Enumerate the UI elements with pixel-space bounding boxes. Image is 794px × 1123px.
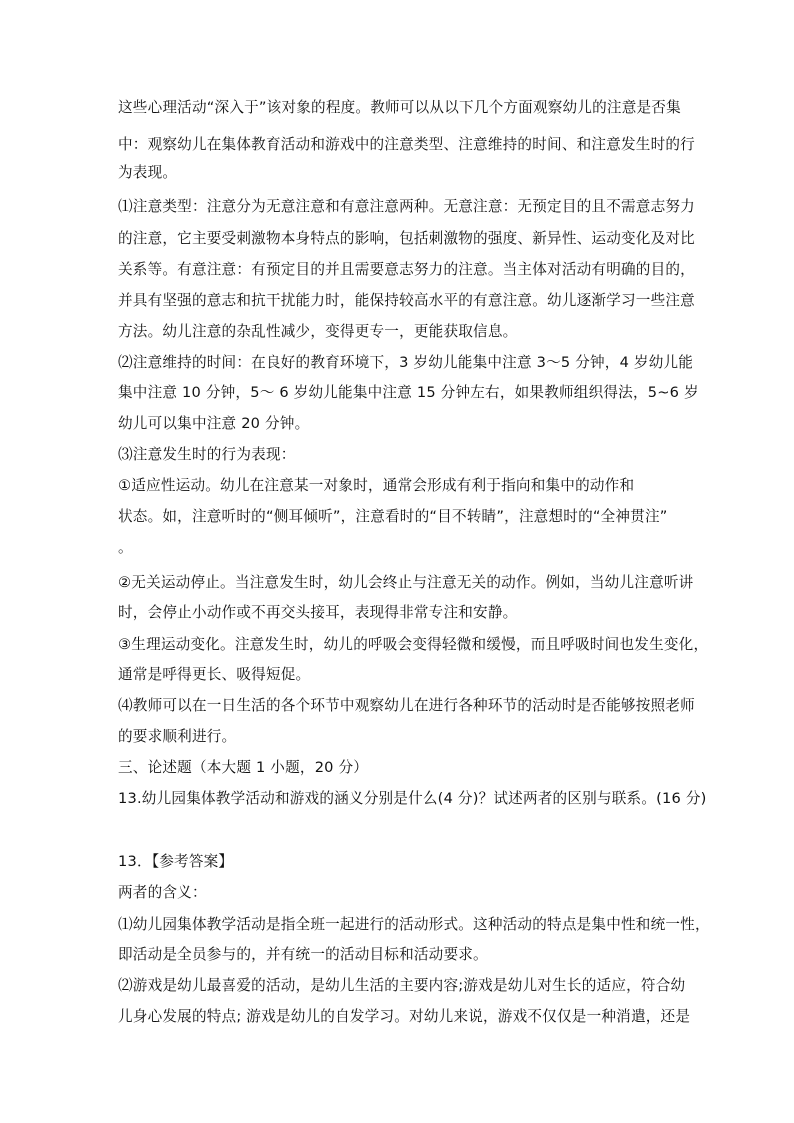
text-line: 即活动是全员参与的，并有统一的活动目标和活动要求。 bbox=[118, 946, 488, 963]
text-line: 的要求顺利进行。 bbox=[118, 728, 237, 745]
text-line: ⑵游戏是幼儿最喜爱的活动，是幼儿生活的主要内容;游戏是幼儿对生长的适应，符合幼 bbox=[118, 977, 686, 994]
text-line: 时，会停止小动作或不再交头接耳，表现得非常专注和安静。 bbox=[118, 604, 518, 621]
text-line: 。 bbox=[118, 539, 133, 556]
text-line: ③生理运动变化。注意发生时，幼儿的呼吸会变得轻微和缓慢，而且呼吸时间也发生变化， bbox=[118, 636, 709, 653]
text-line: 这些心理活动“深入于”该对象的程度。教师可以从以下几个方面观察幼儿的注意是否集 bbox=[118, 99, 681, 116]
text-line: 方法。幼儿注意的杂乱性减少，变得更专一，更能获取信息。 bbox=[118, 323, 518, 340]
text-line: 关系等。有意注意：有预定目的并且需要意志努力的注意。当主体对活动有明确的目的， bbox=[118, 261, 695, 278]
question-text: 13.幼儿园集体教学活动和游戏的涵义分别是什么(4 分)？试述两者的区别与联系。(16 分) bbox=[118, 790, 707, 807]
text-line: ⑵注意维持的时间：在良好的教育环境下，3 岁幼儿能集中注意 3～5 分钟，4 岁幼儿能 bbox=[118, 354, 694, 371]
text-line: 为表现。 bbox=[118, 164, 178, 181]
text-line: 集中注意 10 分钟，5～ 6 岁幼儿能集中注意 15 分钟左右，如果教师组织得法，5~6 岁 bbox=[118, 384, 699, 401]
text-line: 状态。如，注意听时的“侧耳倾听”，注意看时的“目不转睛”，注意想时的“全神贯注” bbox=[118, 508, 668, 525]
text-line: ⑴注意类型：注意分为无意注意和有意注意两种。无意注意：无预定目的且不需意志努力 bbox=[118, 198, 695, 215]
answer-heading: 13．【参考答案】 bbox=[118, 853, 234, 870]
text-line: 幼儿可以集中注意 20 分钟。 bbox=[118, 415, 310, 432]
text-line: 通常是呼得更长、吸得短促。 bbox=[118, 666, 311, 683]
text-line: 两者的含义： bbox=[118, 884, 207, 901]
section-heading: 三、论述题（本大题 1 小题，20 分） bbox=[118, 759, 369, 776]
text-line: 的注意，它主要受刺激物本身特点的影响，包括刺激物的强度、新异性、运动变化及对比 bbox=[118, 230, 695, 247]
text-line: ①适应性运动。幼儿在注意某一对象时，通常会形成有利于指向和集中的动作和 bbox=[118, 477, 635, 494]
text-line: ⑴幼儿园集体教学活动是指全班一起进行的活动形式。这种活动的特点是集中性和统一性， bbox=[118, 916, 710, 933]
text-line: 并具有坚强的意志和抗干扰能力时，能保持较高水平的有意注意。幼儿逐渐学习一些注意 bbox=[118, 292, 695, 309]
text-line: ②无关运动停止。当注意发生时，幼儿会终止与注意无关的动作。例如，当幼儿注意听讲 bbox=[118, 574, 694, 591]
text-line: ⑷教师可以在一日生活的各个环节中观察幼儿在进行各种环节的活动时是否能够按照老师 bbox=[118, 697, 695, 714]
text-line: 儿身心发展的特点; 游戏是幼儿的自发学习。对幼儿来说，游戏不仅仅是一种消遣，还是 bbox=[118, 1008, 691, 1025]
text-line: 中：观察幼儿在集体教育活动和游戏中的注意类型、注意维持的时间、和注意发生时的行 bbox=[118, 136, 695, 153]
text-line: ⑶注意发生时的行为表现： bbox=[118, 446, 296, 463]
